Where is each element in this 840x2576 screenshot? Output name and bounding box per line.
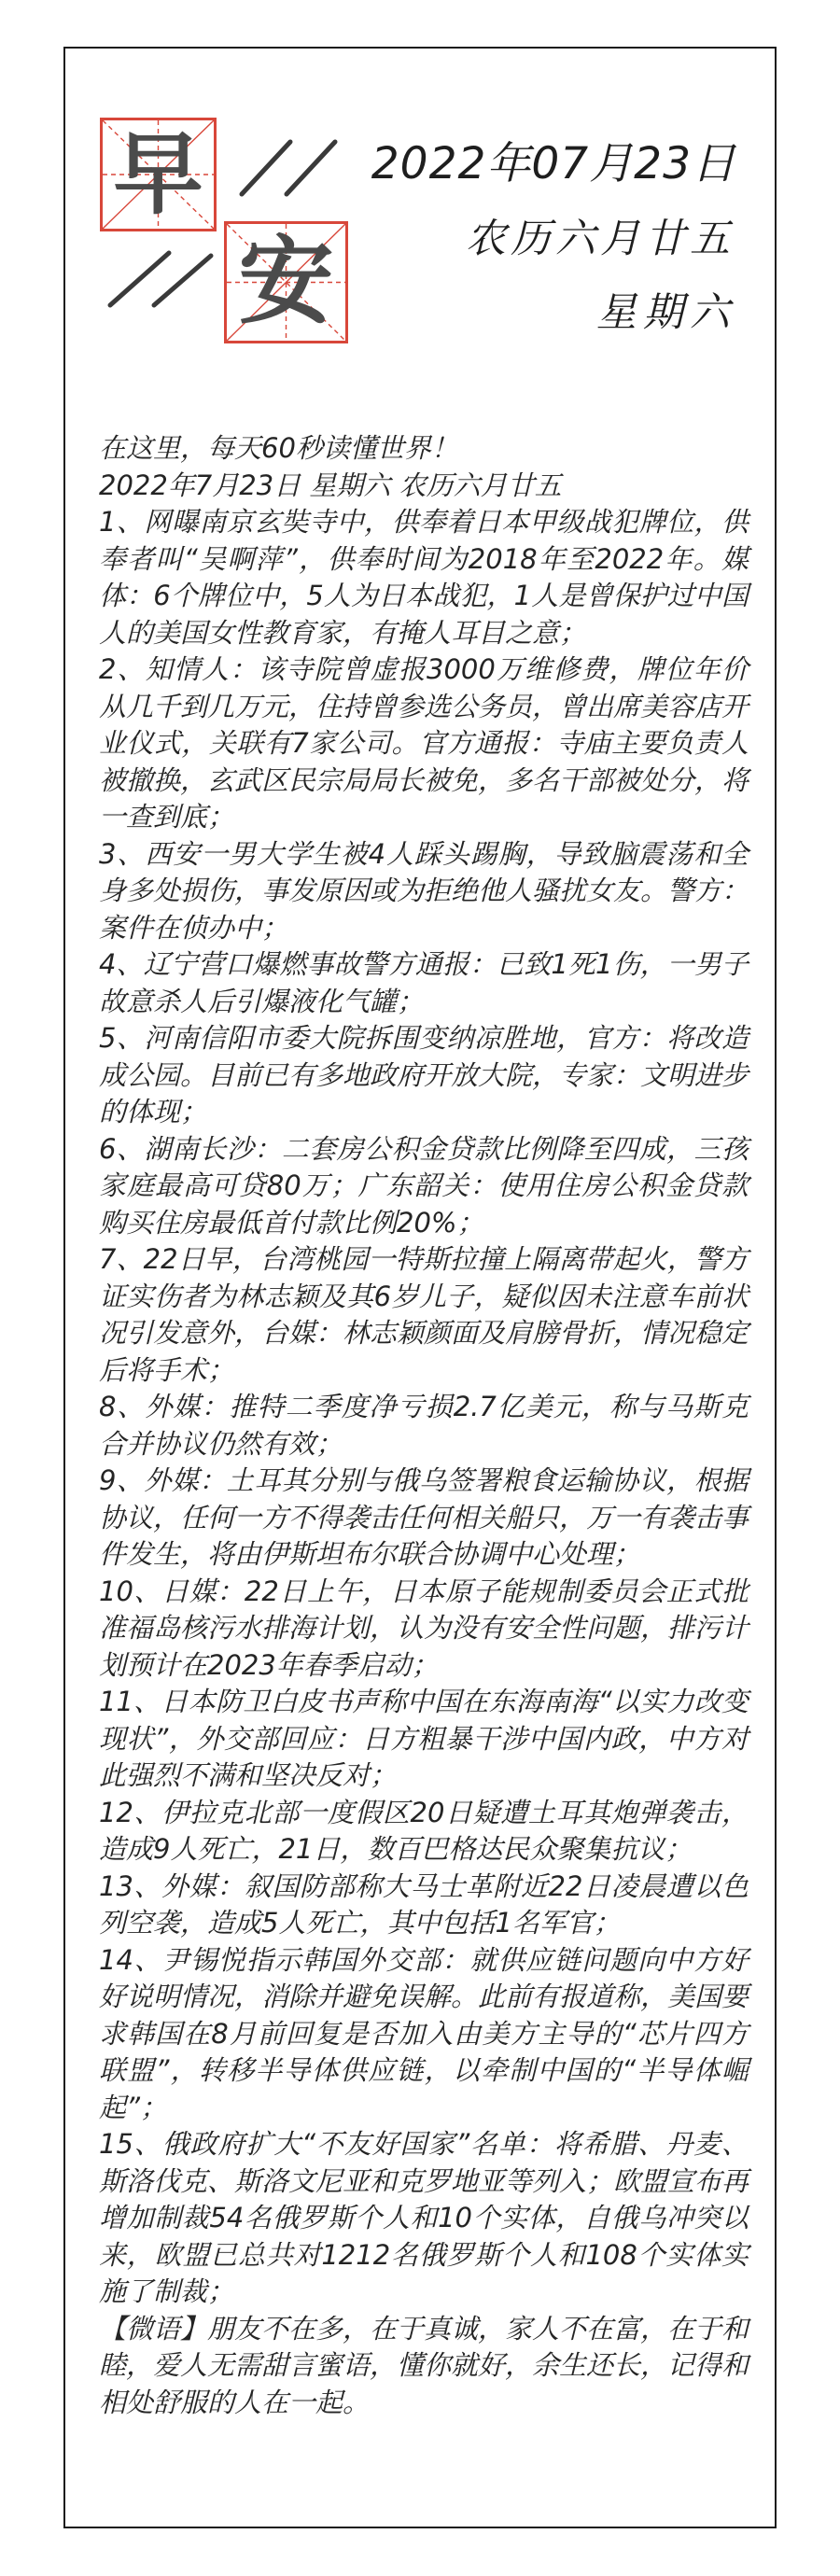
news-item: 7、22日早，台湾桃园一特斯拉撞上隔离带起火，警方证实伤者为林志颖及其6岁儿子，疑似因未注意车前状况引发意外，台媒：林志颖颜面及肩膀骨折，情况稳定后将手术； [99, 1243, 749, 1386]
double-slash-icon [236, 137, 341, 199]
header-weekday: 星期六 [596, 289, 736, 336]
news-item: 4、辽宁营口爆燃事故警方通报：已致1死1伤，一男子故意杀人后引爆液化气罐； [99, 948, 749, 1017]
news-item: 12、伊拉克北部一度假区20日疑遭土耳其炮弹袭击，造成9人死亡，21日，数百巴格达民众聚集抗议； [99, 1796, 749, 1865]
news-item: 8、外媒：推特二季度净亏损2.7亿美元，称与马斯克合并协议仍然有效； [99, 1391, 749, 1460]
news-item: 13、外媒：叙国防部称大马士革附近22日凌晨遭以色列空袭，造成5人死亡，其中包括1名军官； [99, 1869, 749, 1939]
news-item: 6、湖南长沙：二套房公积金贷款比例降至四成，三孩家庭最高可贷80万；广东韶关：使用住房公积金贷款购买住房最低首付款比例20%； [99, 1132, 749, 1239]
news-item: 2、知情人：该寺院曾虚报3000万维修费，牌位年价从几千到几万元，住持曾参选公务员，曾出席美容店开业仪式，关联有7家公司。官方通报：寺庙主要负责人被撤换，玄武区民宗局局长被免，多名干部被处分，将一查到底； [99, 653, 749, 833]
news-item: 14、尹锡悦指示韩国外交部：就供应链问题向中方好好说明情况，消除并避免误解。此前有报道称，美国要求韩国在8月前回复是否加入由美方主导的“芯片四方联盟”，转移半导体供应链，以牵制中国的“半导体崛起”； [99, 1943, 749, 2123]
news-item: 10、日媒：22日上午，日本原子能规制委员会正式批准福岛核污水排海计划，认为没有安全性问题，排污计划预计在2023年春季启动； [99, 1575, 749, 1681]
news-item: 11、日本防卫白皮书声称中国在东海南海“以实力改变现状”，外交部回应：日方粗暴干涉中国内政，中方对此强烈不满和坚决反对； [99, 1686, 749, 1791]
zao-grid-box [100, 118, 217, 231]
an-grid-box [224, 221, 348, 343]
news-item: 9、外媒：土耳其分别与俄乌签署粮食运输协议，根据协议，任何一方不得袭击任何相关船只，万一有袭击事件发生，将由伊斯坦布尔联合协调中心处理； [99, 1464, 749, 1570]
double-slash-icon [105, 248, 216, 310]
an-character: 安 [238, 226, 334, 338]
news-item: 15、俄政府扩大“不友好国家”名单：将希腊、丹麦、斯洛伐克、斯洛文尼亚和克罗地亚等列入；欧盟宣布再增加制裁54名俄罗斯个人和10个实体，自俄乌冲突以来，欧盟已总共对1212名俄罗斯个人和108个实体实施了制裁； [99, 2128, 749, 2307]
header-date: 2022年07月23日 [371, 138, 736, 189]
news-body [99, 430, 749, 2421]
intro-line: 在这里，每天60秒读懂世界！ [99, 432, 458, 464]
zao-character: 早 [113, 122, 203, 227]
header-lunar-date: 农历六月廿五 [466, 216, 735, 262]
news-item: 1、网曝南京玄奘寺中，供奉着日本甲级战犯牌位，供奉者叫“吴啊萍”，供奉时间为2018年至2022年。媒体：6个牌位中，5人为日本战犯，1人是曾保护过中国人的美国女性教育家，有掩人耳目之意； [99, 506, 749, 649]
weiyu-quote: 【微语】朋友不在多，在于真诚，家人不在富，在于和睦，爱人无需甜言蜜语，懂你就好，余生还长，记得和相处舒服的人在一起。 [99, 2312, 749, 2418]
date-heading-line: 2022年7月23日 星期六 农历六月廿五 [99, 469, 562, 501]
news-item: 3、西安一男大学生被4人踩头踢胸，导致脑震荡和全身多处损伤，事发原因或为拒绝他人骚扰女友。警方：案件在侦办中； [99, 837, 749, 944]
news-item: 5、河南信阳市委大院拆围变纳凉胜地，官方：将改造成公园。目前已有多地政府开放大院，专家：文明进步的体现； [99, 1022, 749, 1127]
